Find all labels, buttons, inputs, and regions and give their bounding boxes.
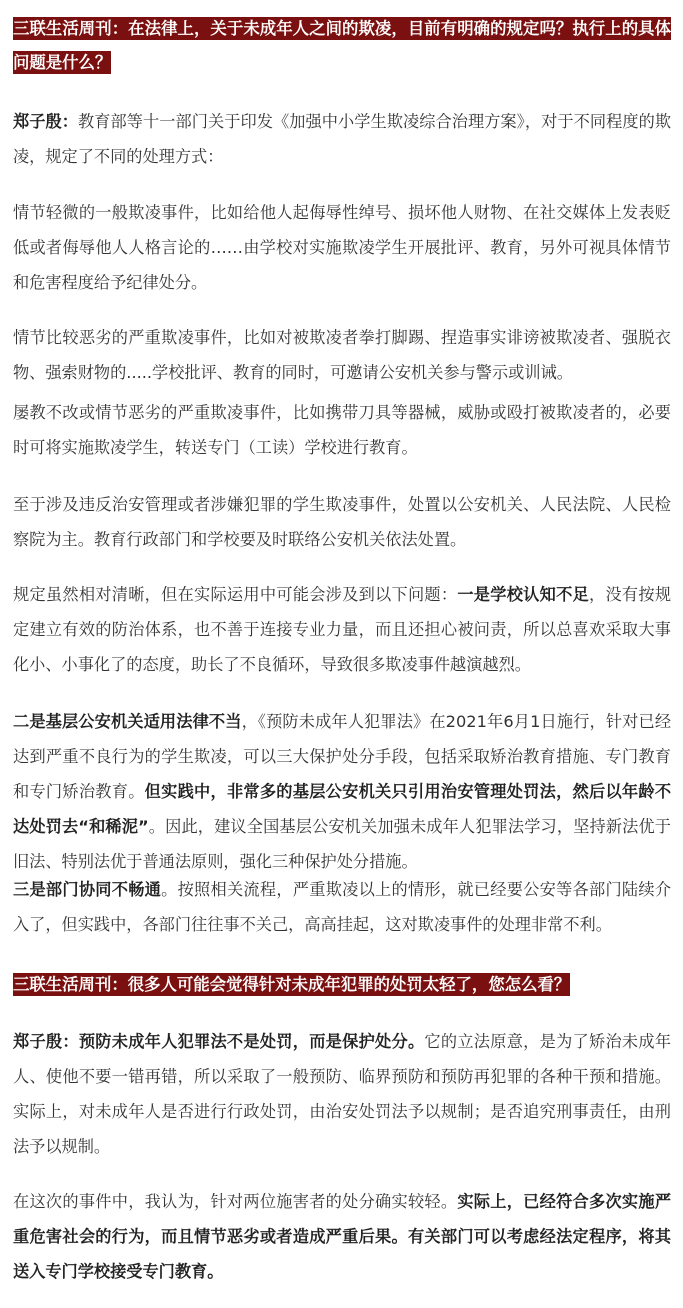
question-text: 三联生活周刊：在法律上，关于未成年人之间的欺凌，目前有明确的规定吗？执行上的具体问题是什么？ xyxy=(13,19,671,72)
paragraph-text: 。按照相关流程，严重欺凌以上的情形，就已经要公安等各部门陆续介入了，但实践中，各部门往往事不关己，高高挂起，这对欺凌事件的处理非常不利。 xyxy=(13,880,672,934)
bold-text: 但实践中，非常多的基层公安机关只引用治安管理处罚法，然后以年龄不达处罚去“和稀泥” xyxy=(13,782,671,836)
paragraph xyxy=(13,704,671,879)
paragraph xyxy=(13,1184,671,1289)
question-heading-1 xyxy=(13,12,671,80)
paragraph-text: ，没有按规定建立有效的防治体系，也不善于连接专业力量，而且还担心被问责，所以总喜欢采取大事化小、小事化了的态度，助长了不良循环，导致很多欺凌事件越演越烈。 xyxy=(13,585,672,674)
paragraph-text: 。因此，建议全国基层公安机关加强未成年人犯罪法学习，坚持新法优于旧法、特别法优于普通法原则，强化三种保护处分措施。 xyxy=(13,817,671,871)
bold-text: 二是基层公安机关适用法律不当 xyxy=(13,712,242,731)
paragraph: 情节比较恶劣的严重欺凌事件，比如对被欺凌者拳打脚踢、捏造事实诽谤被欺凌者、强脱衣物、强索财物的.....学校批评、教育的同时，可邀请公安机关参与警示或训诫。 xyxy=(13,328,671,382)
paragraph xyxy=(13,104,671,174)
paragraph xyxy=(13,1024,671,1164)
paragraph xyxy=(13,872,671,942)
paragraph xyxy=(13,577,671,682)
bold-text: 实际上，已经符合多次实施严重危害社会的行为，而且情节恶劣或者造成严重后果。有关部门可以考虑经法定程序，将其送入专门学校接受专门教育。 xyxy=(13,1192,672,1281)
question-heading-2 xyxy=(13,968,671,1002)
paragraph-text: 规定虽然相对清晰，但在实际运用中可能会涉及到以下问题： xyxy=(13,585,458,604)
paragraph: 情节轻微的一般欺凌事件，比如给他人起侮辱性绰号、损坏他人财物、在社交媒体上发表贬低或者侮辱他人人格言论的……由学校对实施欺凌学生开展批评、教育，另外可视具体情节和危害程度给予纪律处分。 xyxy=(13,203,671,292)
bold-text: 郑子殷：预防未成年人犯罪法不是处罚，而是保护处分。 xyxy=(13,1032,425,1051)
paragraph: 屡教不改或情节恶劣的严重欺凌事件，比如携带刀具等器械，威胁或殴打被欺凌者的，必要时可将实施欺凌学生，转送专门（工读）学校进行教育。 xyxy=(13,403,671,457)
speaker-label: 郑子殷： xyxy=(13,112,78,131)
paragraph-text: ，《预防未成年人犯罪法》在2021年6月1日施行，针对已经达到严重不良行为的学生欺凌，可以三大保护处分手段，包括采取矫治教育措施、专门教育和专门矫治教育。 xyxy=(13,712,672,801)
paragraph: 至于涉及违反治安管理或者涉嫌犯罪的学生欺凌事件，处置以公安机关、人民法院、人民检察院为主。教育行政部门和学校要及时联络公安机关依法处置。 xyxy=(13,495,671,549)
bold-text: 一是学校认知不足 xyxy=(457,585,589,604)
paragraph-text: 教育部等十一部门关于印发《加强中小学生欺凌综合治理方案》，对于不同程度的欺凌，规定了不同的处理方式： xyxy=(13,112,672,166)
bold-text: 三是部门协同不畅通 xyxy=(13,880,162,899)
paragraph-text: 在这次的事件中，我认为，针对两位施害者的处分确实较轻。 xyxy=(13,1192,458,1211)
paragraph-text: 它的立法原意，是为了矫治未成年人、使他不要一错再错，所以采取了一般预防、临界预防和预防再犯罪的各种干预和措施。实际上，对未成年人是否进行行政处罚，由治安处罚法予以规制；是否追究刑事责任，由刑法予以规制。 xyxy=(13,1032,672,1156)
question-text: 三联生活周刊：很多人可能会觉得针对未成年犯罪的处罚太轻了，您怎么看？ xyxy=(13,975,571,994)
